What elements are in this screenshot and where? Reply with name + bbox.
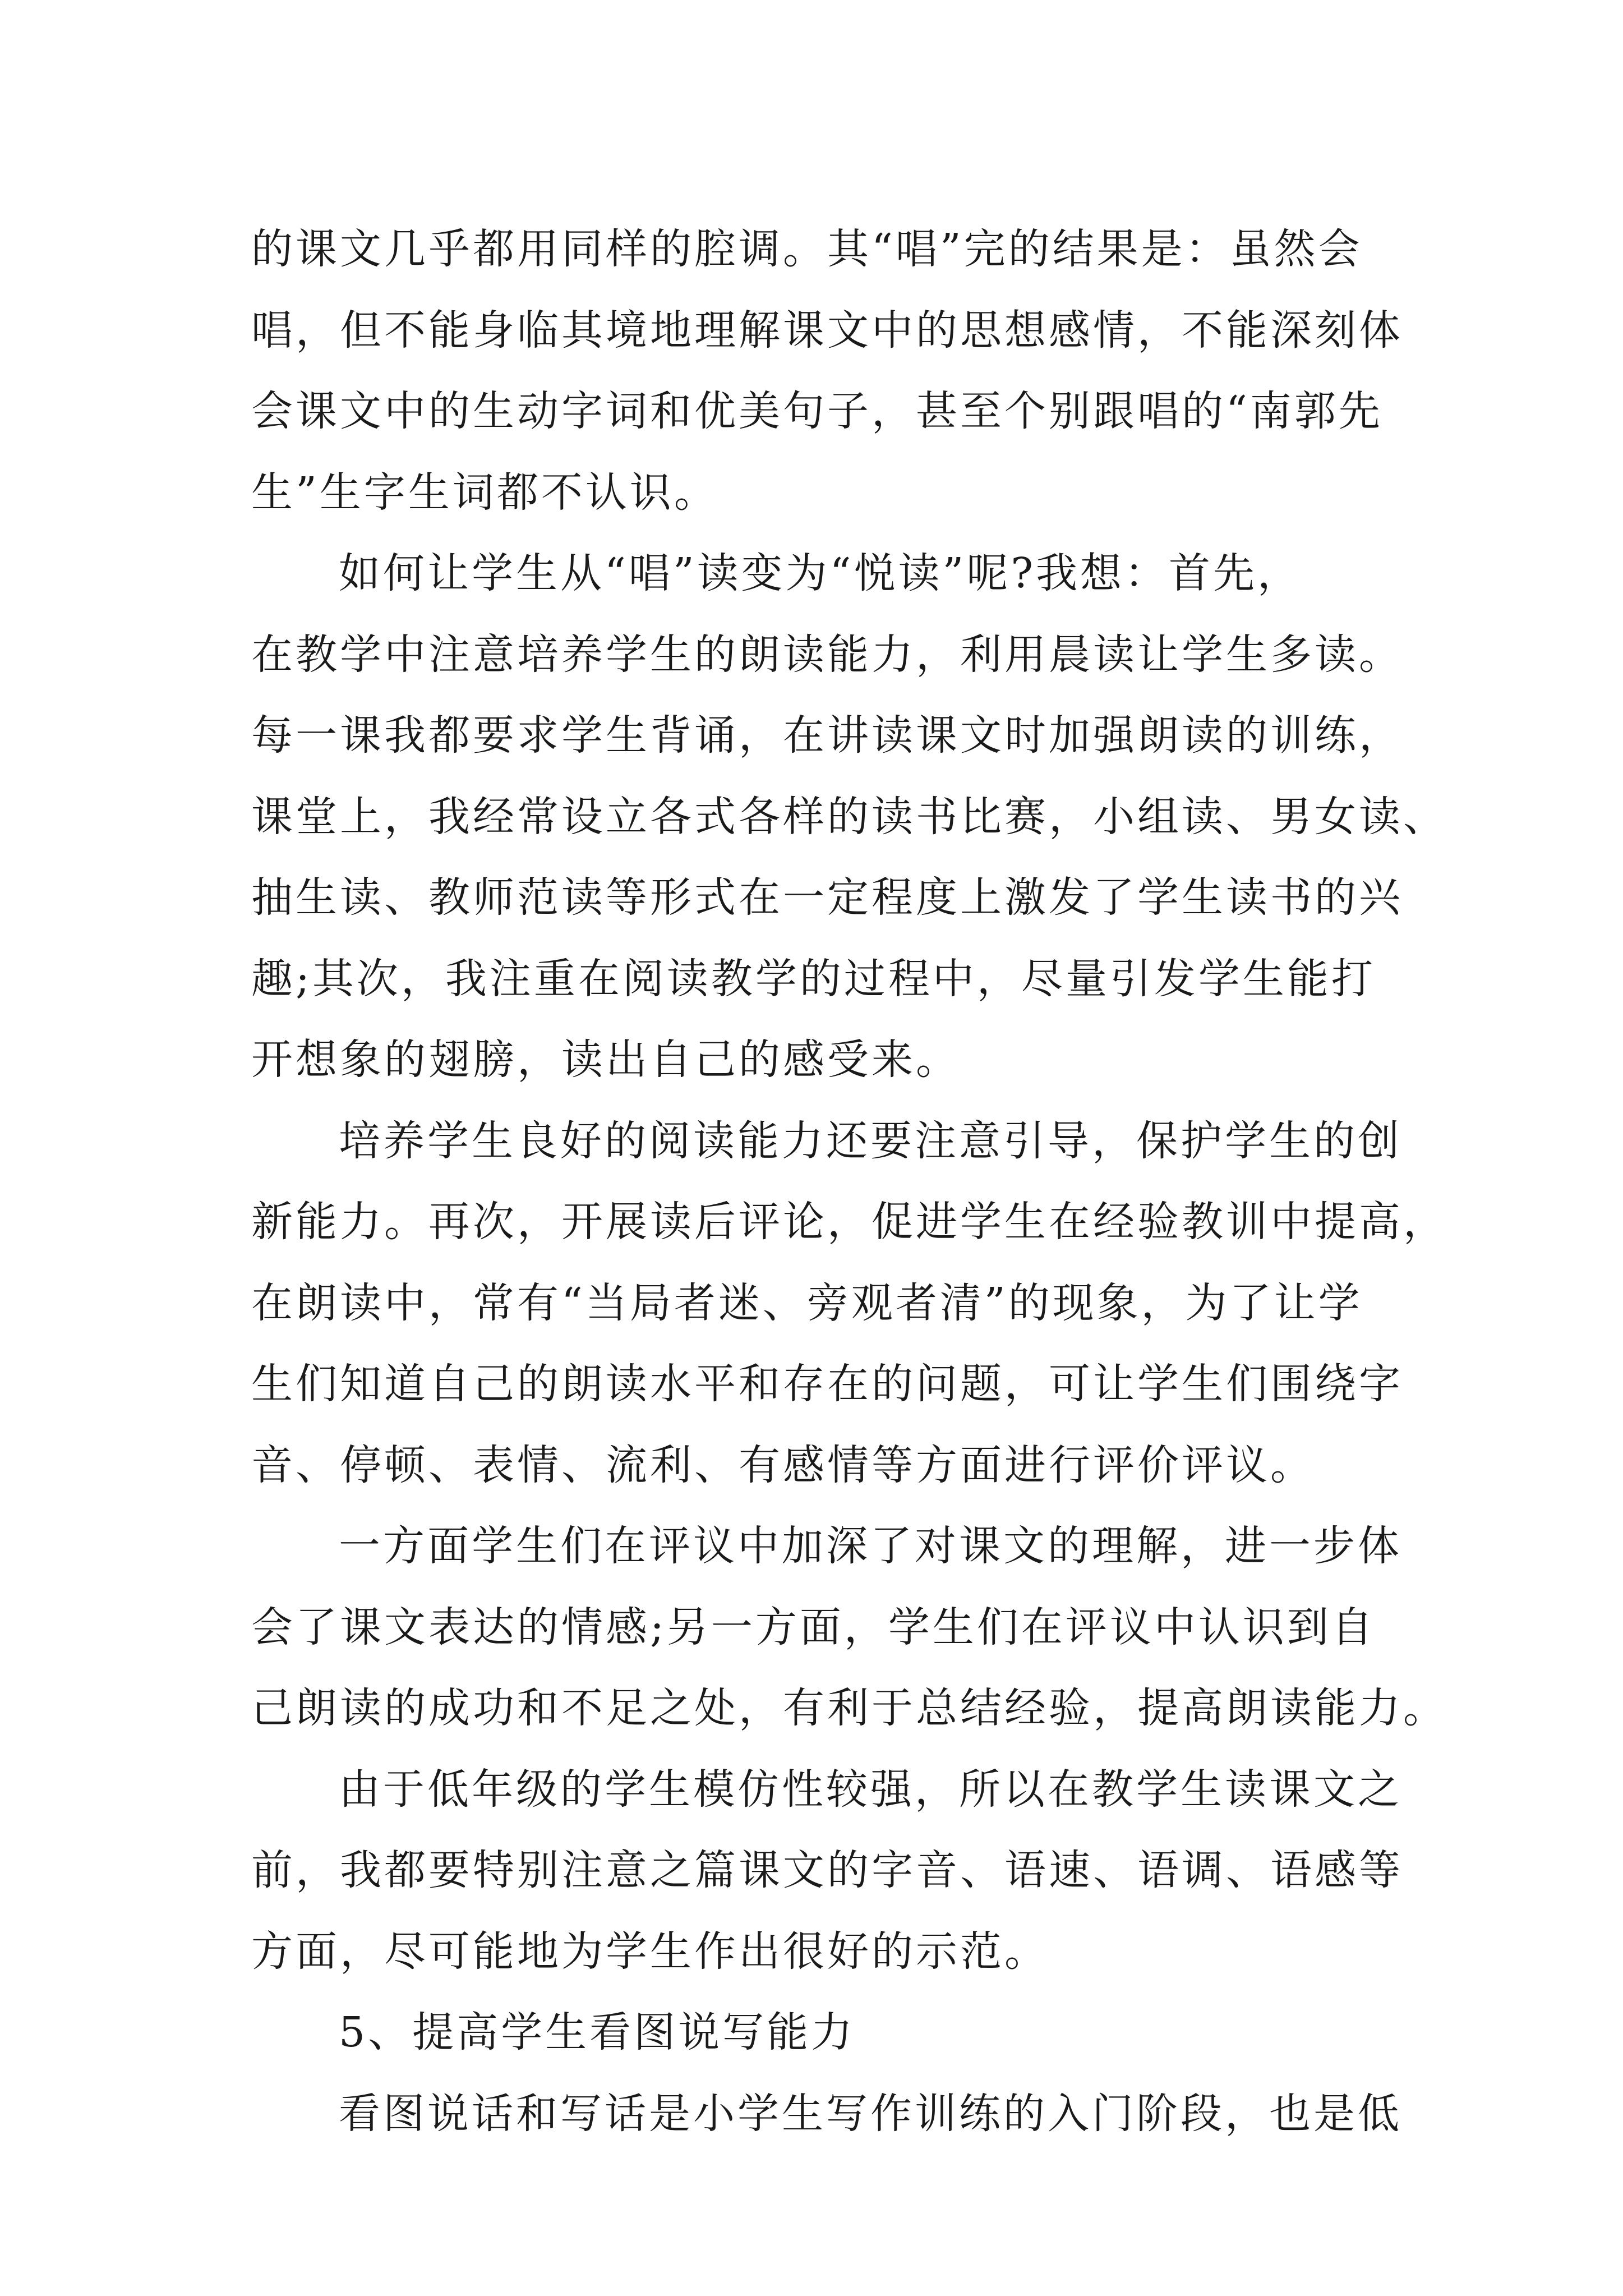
text-line: 课堂上，我经常设立各式各样的读书比赛，小组读、男女读、 [251, 792, 1447, 841]
text-line: 方面，尽可能地为学生作出很好的示范。 [251, 1927, 1049, 1976]
text-line: 的课文几乎都用同样的腔调。其“唱”完的结果是：虽然会 [251, 225, 1363, 273]
text-line: 每一课我都要求学生背诵，在讲读课文时加强朗读的训练， [251, 711, 1403, 760]
text-line: 音、停顿、表情、流利、有感情等方面进行评价评议。 [251, 1441, 1315, 1489]
text-line: 生们知道自己的朗读水平和存在的问题，可让学生们围绕字 [251, 1360, 1403, 1408]
text-line: 如何让学生从“唱”读变为“悦读”呢?我想：首先， [339, 549, 1302, 597]
text-line: 由于低年级的学生模仿性较强，所以在教学生读课文之 [339, 1765, 1402, 1814]
text-line: 前，我都要特别注意之篇课文的字音、语速、语调、语感等 [251, 1846, 1403, 1894]
text-line: 趣;其次，我注重在阅读教学的过程中，尽量引发学生能打 [251, 954, 1376, 1003]
text-line: 会了课文表达的情感;另一方面，学生们在评议中认识到自 [251, 1603, 1376, 1651]
text-line: 新能力。再次，开展读后评论，促进学生在经验教训中提高， [251, 1198, 1447, 1246]
text-line: 在教学中注意培养学生的朗读能力，利用晨读让学生多读。 [251, 630, 1403, 679]
text-line: 培养学生良好的阅读能力还要注意引导，保护学生的创 [339, 1116, 1402, 1165]
text-line: 一方面学生们在评议中加深了对课文的理解，进一步体 [339, 1522, 1402, 1570]
text-line: 会课文中的生动字词和优美句子，甚至个别跟唱的“南郭先 [251, 387, 1383, 435]
text-line: 己朗读的成功和不足之处，有利于总结经验，提高朗读能力。 [251, 1684, 1447, 1732]
text-line: 5、提高学生看图说写能力 [339, 2008, 856, 2056]
text-line: 在朗读中，常有“当局者迷、旁观者清”的现象，为了让学 [251, 1278, 1363, 1327]
text-line: 唱，但不能身临其境地理解课文中的思想感情，不能深刻体 [251, 306, 1403, 355]
text-line: 看图说话和写话是小学生写作训练的入门阶段，也是低 [339, 2089, 1402, 2138]
text-line: 生”生字生词都不认识。 [251, 468, 718, 517]
text-line: 抽生读、教师范读等形式在一定程度上激发了学生读书的兴 [251, 873, 1403, 922]
body-text [251, 209, 1447, 2154]
text-line: 开想象的翅膀，读出自己的感受来。 [251, 1036, 960, 1084]
